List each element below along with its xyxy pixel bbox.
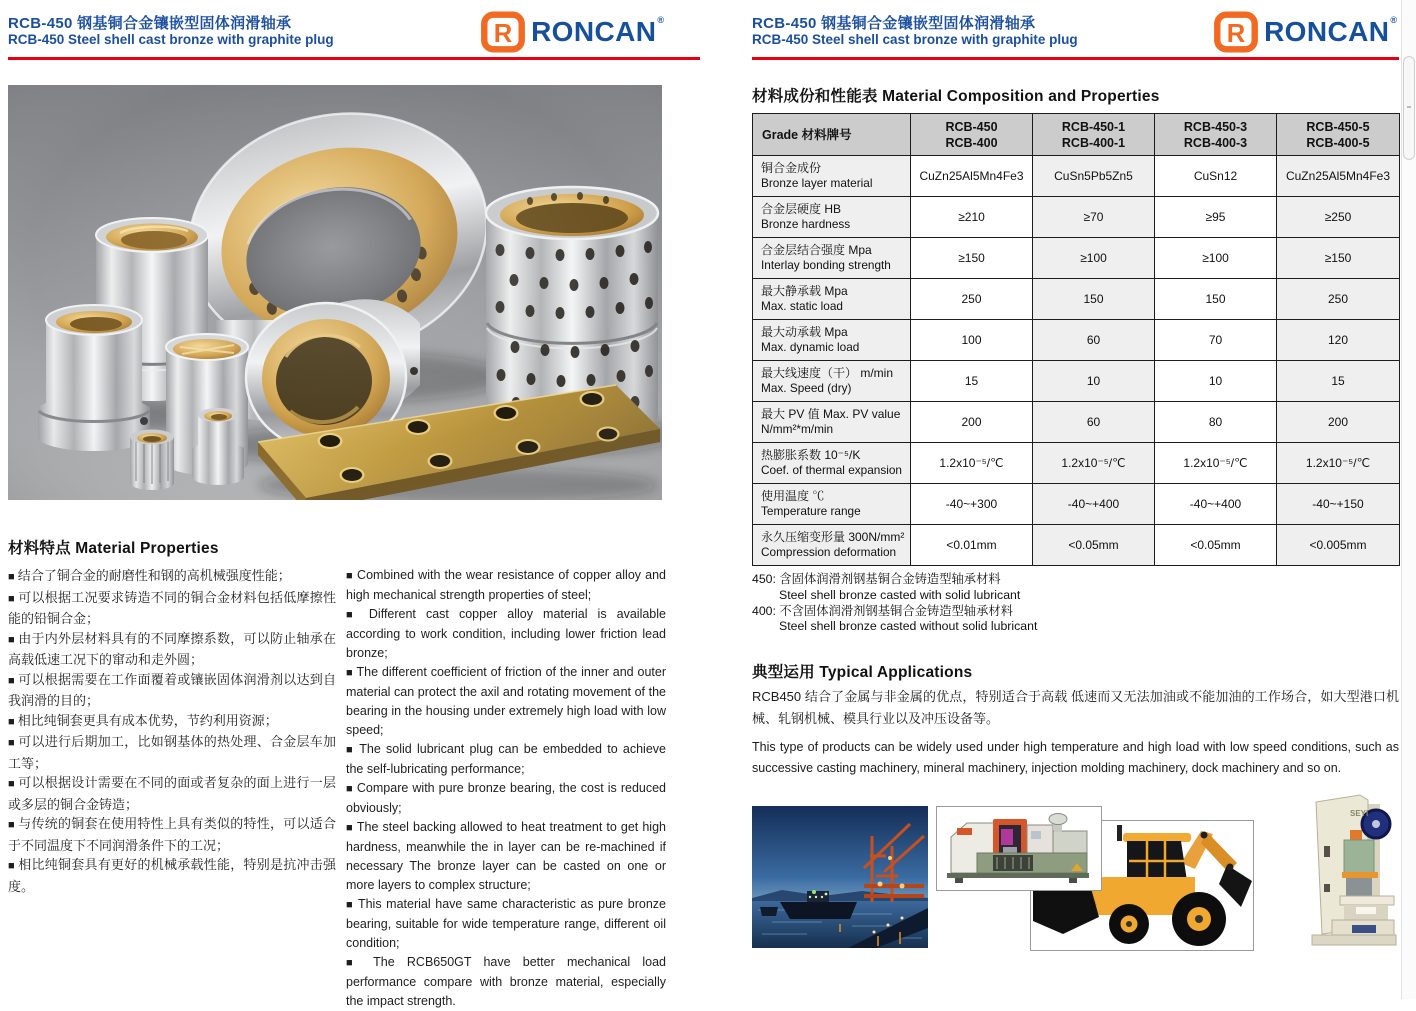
grade-line-2: RCB-400-5 bbox=[1306, 135, 1370, 150]
property-label-en: Coef. of thermal expansion bbox=[761, 463, 902, 477]
bullet-item: ■ 可以根据需要在工作面覆着或镶嵌固体润滑剂以达到自 我润滑的目的； bbox=[8, 670, 336, 711]
bullet-item: ■ Combined with the wear resistance of copper alloy and high mechanical strength properties of steel; bbox=[346, 566, 666, 605]
composition-heading: 材料成份和性能表 Material Composition and Properties bbox=[752, 88, 1160, 105]
grade-column-header bbox=[911, 114, 1033, 156]
bullet-item: ■ 结合了铜合金的耐磨性和钢的高机械强度性能； bbox=[8, 566, 336, 588]
page-title-zh: RCB-450 钢基铜合金镶嵌型固体润滑轴承 bbox=[752, 15, 1036, 32]
value-cell: 250 bbox=[911, 279, 1033, 320]
applications-heading: 典型运用 Typical Applications bbox=[752, 664, 973, 681]
property-label-cell bbox=[753, 156, 911, 197]
table-note-en: Steel shell bronze casted without solid lubricant bbox=[779, 619, 1038, 634]
bullet-item: ■ 与传统的铜套在使用特性上具有类似的特性，可以适合 于不同温度下不同润滑条件下的工况； bbox=[8, 814, 336, 855]
table-row bbox=[753, 197, 1400, 238]
page-left bbox=[8, 0, 700, 1008]
composition-table-body bbox=[753, 156, 1400, 566]
page-title-zh: RCB-450 钢基铜合金镶嵌型固体润滑轴承 bbox=[8, 15, 292, 32]
table-row bbox=[753, 156, 1400, 197]
composition-table-head bbox=[753, 114, 1400, 156]
value-cell: ≥250 bbox=[1277, 197, 1400, 238]
value-cell: 70 bbox=[1155, 320, 1277, 361]
bullet-item: ■ The solid lubricant plug can be embedded to achieve the self-lubricating performance; bbox=[346, 740, 666, 779]
property-label-en: N/mm²*m/min bbox=[761, 422, 834, 436]
composition-table bbox=[752, 113, 1400, 566]
brand-name: RONCAN bbox=[531, 16, 657, 47]
table-note-zh: 450: 含固体润滑剂钢基铜合金铸造型轴承材料 bbox=[752, 572, 1001, 586]
property-label-cell bbox=[753, 484, 911, 525]
table-row bbox=[753, 525, 1400, 566]
value-cell: 1.2x10⁻⁵/℃ bbox=[911, 443, 1033, 484]
value-cell: CuZn25Al5Mn4Fe3 bbox=[911, 156, 1033, 197]
value-cell: 150 bbox=[1155, 279, 1277, 320]
bullet-item: ■ The steel backing allowed to heat treatment to get high hardness, meanwhile the in layer can be re-machined if necessary The bronze layer can be casted on one or more layers to complex structure; bbox=[346, 818, 666, 895]
value-cell: 1.2x10⁻⁵/℃ bbox=[1155, 443, 1277, 484]
grade-line-2: RCB-400-3 bbox=[1183, 135, 1248, 150]
svg-text:R: R bbox=[1226, 20, 1246, 49]
grade-column-header bbox=[1155, 114, 1277, 156]
value-cell: 1.2x10⁻⁵/℃ bbox=[1277, 443, 1400, 484]
grade-line-1: RCB-450-3 bbox=[1183, 119, 1248, 134]
material-properties-heading: 材料特点 Material Properties bbox=[8, 540, 219, 557]
table-row bbox=[753, 361, 1400, 402]
property-label-zh: 最大静承载 Mpa bbox=[761, 284, 848, 298]
property-label-en: Temperature range bbox=[761, 504, 861, 518]
bullet-item: ■ Compare with pure bronze bearing, the cost is reduced obviously; bbox=[346, 779, 666, 818]
scrollbar[interactable] bbox=[1401, 0, 1416, 999]
property-label-cell bbox=[753, 525, 911, 566]
value-cell: <0.01mm bbox=[911, 525, 1033, 566]
property-label-zh: 最大线速度（干） m/min bbox=[761, 366, 894, 380]
page-title-en: RCB-450 Steel shell cast bronze with graphite plug bbox=[752, 32, 1078, 47]
material-bullets-en bbox=[346, 566, 666, 1011]
applications-paragraph-en: This type of products can be widely used under high temperature and high load with low speed conditions, such as successive casting machinery, mineral machinery, injection molding machinery, dock machinery and so on. bbox=[752, 740, 1399, 775]
bullet-item: ■ 可以根据设计需要在不同的面或者复杂的面上进行一层 或多层的铜合金铸造； bbox=[8, 773, 336, 814]
property-label-cell bbox=[753, 443, 911, 484]
page-right bbox=[752, 0, 1399, 999]
property-label-zh: 最大动承载 Mpa bbox=[761, 325, 848, 339]
roncan-logo-icon bbox=[1213, 11, 1259, 53]
value-cell: 150 bbox=[1033, 279, 1155, 320]
table-notes bbox=[752, 572, 1037, 635]
property-label-en: Bronze layer material bbox=[761, 176, 873, 190]
grade-header-cell: Grade 材料牌号 bbox=[753, 114, 911, 156]
table-note-zh: 400: 不含固体润滑剂钢基铜合金铸造型轴承材料 bbox=[752, 603, 1013, 618]
table-note-en: Steel shell bronze casted with solid lubricant bbox=[779, 587, 1021, 602]
bullet-item: ■ 可以进行后期加工，比如钢基体的热处理、合金层车加 工等； bbox=[8, 732, 336, 773]
value-cell: ≥100 bbox=[1033, 238, 1155, 279]
table-row bbox=[753, 402, 1400, 443]
value-cell: -40~+400 bbox=[1033, 484, 1155, 525]
value-cell: ≥150 bbox=[1277, 238, 1400, 279]
property-label-en: Max. Speed (dry) bbox=[761, 381, 852, 395]
property-label-zh: 合金层硬度 HB bbox=[761, 202, 842, 216]
value-cell: 250 bbox=[1277, 279, 1400, 320]
bullet-item: ■ 相比纯铜套更具有成本优势，节约利用资源； bbox=[8, 711, 336, 733]
value-cell: 100 bbox=[911, 320, 1033, 361]
value-cell: 15 bbox=[911, 361, 1033, 402]
bullet-item: ■ 相比纯铜套具有更好的机械承载性能，特别是抗冲击强度。 bbox=[8, 855, 336, 896]
value-cell: CuSn5Pb5Zn5 bbox=[1033, 156, 1155, 197]
material-bullets-zh bbox=[8, 566, 336, 896]
bullet-item: ■ This material have same characteristic as pure bronze bearing, suitable for wide temperature range, different oil condition; bbox=[346, 895, 666, 953]
value-cell: ≥150 bbox=[911, 238, 1033, 279]
property-label-en: Compression deformation bbox=[761, 545, 897, 559]
value-cell: ≥95 bbox=[1155, 197, 1277, 238]
property-label-cell bbox=[753, 279, 911, 320]
property-label-en: Bronze hardness bbox=[761, 217, 851, 231]
property-label-zh: 铜合金成份 bbox=[761, 161, 822, 175]
property-label-zh: 永久压缩变形量 300N/mm² bbox=[761, 530, 905, 544]
value-cell: <0.005mm bbox=[1277, 525, 1400, 566]
value-cell: CuSn12 bbox=[1155, 156, 1277, 197]
property-label-cell bbox=[753, 238, 911, 279]
bullet-item: ■ The different coefficient of friction of the inner and outer material can protect the axil and rotating movement of the bearing in the housing under extremely high load with low speed; bbox=[346, 663, 666, 740]
property-label-cell bbox=[753, 197, 911, 238]
property-label-zh: 热膨胀系数 10⁻⁵/K bbox=[761, 448, 861, 462]
value-cell: ≥210 bbox=[911, 197, 1033, 238]
grade-line-1: RCB-450-5 bbox=[1306, 119, 1370, 134]
power-press-machine-photo bbox=[1288, 788, 1400, 956]
property-label-cell bbox=[753, 402, 911, 443]
value-cell: 200 bbox=[911, 402, 1033, 443]
scrollbar-thumb[interactable] bbox=[1403, 56, 1415, 160]
property-label-en: Max. dynamic load bbox=[761, 340, 860, 354]
grade-line-2: RCB-400 bbox=[945, 135, 998, 150]
header-divider bbox=[8, 57, 700, 60]
svg-text:SEYI: SEYI bbox=[1350, 809, 1369, 818]
value-cell: -40~+400 bbox=[1155, 484, 1277, 525]
value-cell: -40~+150 bbox=[1277, 484, 1400, 525]
value-cell: ≥100 bbox=[1155, 238, 1277, 279]
value-cell: 10 bbox=[1033, 361, 1155, 402]
value-cell: <0.05mm bbox=[1155, 525, 1277, 566]
property-label-zh: 合金层结合强度 Mpa bbox=[761, 243, 872, 257]
bullet-item: ■ 由于内外层材料具有的不同摩擦系数，可以防止轴承在高载低速工况下的窜动和走外圆； bbox=[8, 629, 336, 670]
table-row bbox=[753, 320, 1400, 361]
table-header-row bbox=[753, 114, 1400, 156]
brand-logo bbox=[1213, 11, 1397, 53]
registered-mark: ® bbox=[1390, 15, 1397, 25]
grade-line-2: RCB-400-1 bbox=[1061, 135, 1126, 150]
value-cell: 80 bbox=[1155, 402, 1277, 443]
header-divider bbox=[752, 57, 1399, 60]
bullet-item: ■ The RCB650GT have better mechanical load performance compare with bronze material, especially the impact strength. bbox=[346, 953, 666, 1011]
property-label-cell bbox=[753, 320, 911, 361]
page-title-en: RCB-450 Steel shell cast bronze with graphite plug bbox=[8, 32, 334, 47]
grade-line-1: RCB-450 bbox=[945, 119, 998, 134]
injection-molding-machine-photo bbox=[936, 806, 1102, 891]
value-cell: 60 bbox=[1033, 402, 1155, 443]
value-cell: 120 bbox=[1277, 320, 1400, 361]
property-label-cell bbox=[753, 361, 911, 402]
property-label-en: Interlay bonding strength bbox=[761, 258, 891, 272]
bullet-item: ■ 可以根据工况要求铸造不同的铜合金材料包括低摩擦性能的铅铜合金； bbox=[8, 588, 336, 629]
property-label-zh: 最大 PV 值 Max. PV value bbox=[761, 407, 901, 421]
bullet-item: ■ Different cast copper alloy material is available according to work condition, including lower friction lead bronze; bbox=[346, 605, 666, 663]
product-photo bbox=[8, 85, 662, 500]
property-label-zh: 使用温度 ℃ bbox=[761, 489, 825, 503]
value-cell: 60 bbox=[1033, 320, 1155, 361]
value-cell: 200 bbox=[1277, 402, 1400, 443]
registered-mark: ® bbox=[657, 15, 664, 25]
grade-line-1: RCB-450-1 bbox=[1061, 119, 1126, 134]
table-row bbox=[753, 279, 1400, 320]
brand-name: RONCAN bbox=[1264, 16, 1390, 47]
value-cell: ≥70 bbox=[1033, 197, 1155, 238]
property-label-en: Max. static load bbox=[761, 299, 843, 313]
roncan-logo-icon bbox=[480, 11, 526, 53]
value-cell: 10 bbox=[1155, 361, 1277, 402]
table-row bbox=[753, 484, 1400, 525]
table-row bbox=[753, 443, 1400, 484]
port-cranes-night-photo bbox=[752, 806, 928, 948]
svg-text:R: R bbox=[493, 20, 513, 49]
grade-column-header bbox=[1033, 114, 1155, 156]
applications-paragraph-zh: RCB450 结合了金属与非金属的优点，特别适合于高载 低速而又无法加油或不能加油的工作场合，如大型港口机 械、轧钢机械、模具行业以及冲压设备等。 bbox=[752, 689, 1399, 726]
grade-column-header bbox=[1277, 114, 1400, 156]
brand-logo bbox=[480, 11, 664, 53]
value-cell: -40~+300 bbox=[911, 484, 1033, 525]
value-cell: CuZn25Al5Mn4Fe3 bbox=[1277, 156, 1400, 197]
value-cell: <0.05mm bbox=[1033, 525, 1155, 566]
table-row bbox=[753, 238, 1400, 279]
value-cell: 15 bbox=[1277, 361, 1400, 402]
value-cell: 1.2x10⁻⁵/℃ bbox=[1033, 443, 1155, 484]
